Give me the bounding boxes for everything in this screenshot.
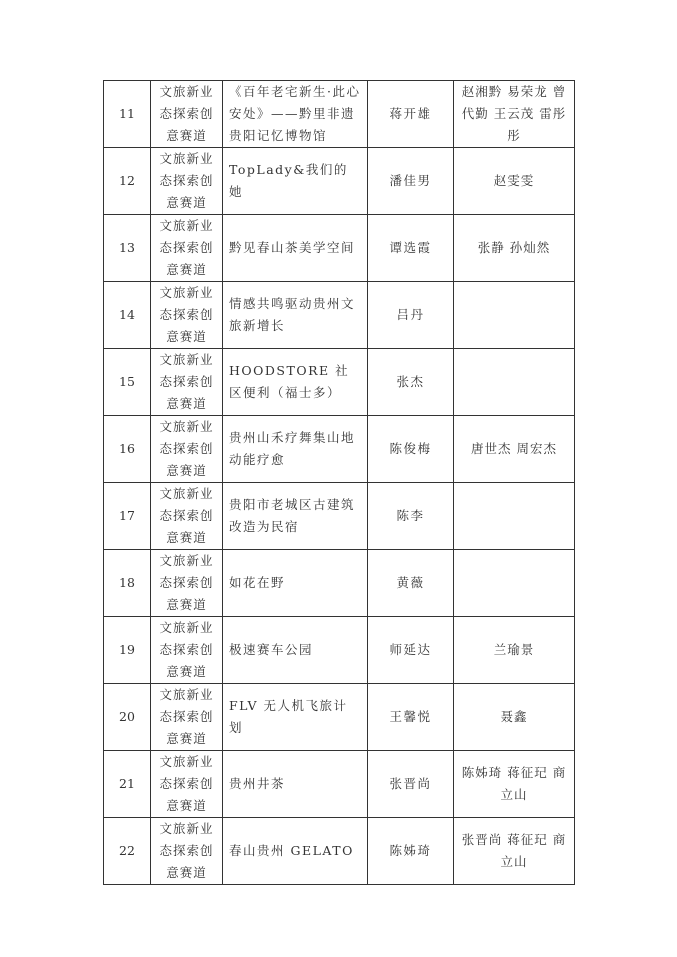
team-leader: 陈姊琦 (368, 818, 454, 885)
row-number: 21 (104, 751, 151, 818)
table-row (104, 483, 575, 550)
project-name: 黔见春山茶美学空间 (223, 215, 368, 282)
track-name: 文旅新业态探索创意赛道 (151, 684, 223, 751)
team-leader: 张杰 (368, 349, 454, 416)
table-row (104, 617, 575, 684)
track-name: 文旅新业态探索创意赛道 (151, 215, 223, 282)
table-row (104, 81, 575, 148)
project-name: 贵州山禾疗舞集山地动能疗愈 (223, 416, 368, 483)
table-row (104, 751, 575, 818)
team-leader: 师延达 (368, 617, 454, 684)
team-members (454, 483, 575, 550)
row-number: 18 (104, 550, 151, 617)
table-row (104, 684, 575, 751)
table-row (104, 416, 575, 483)
row-number: 11 (104, 81, 151, 148)
project-name: FLV 无人机飞旅计划 (223, 684, 368, 751)
project-name: 《百年老宅新生·此心安处》——黔里非遗贵阳记忆博物馆 (223, 81, 368, 148)
track-name: 文旅新业态探索创意赛道 (151, 416, 223, 483)
team-leader: 张晋尚 (368, 751, 454, 818)
project-name: 贵阳市老城区古建筑改造为民宿 (223, 483, 368, 550)
team-members: 赵湘黔 易荣龙 曾代勤 王云茂 雷彤彤 (454, 81, 575, 148)
table-row (104, 818, 575, 885)
track-name: 文旅新业态探索创意赛道 (151, 818, 223, 885)
track-name: 文旅新业态探索创意赛道 (151, 550, 223, 617)
row-number: 14 (104, 282, 151, 349)
row-number: 19 (104, 617, 151, 684)
team-members: 张晋尚 蒋征玘 商立山 (454, 818, 575, 885)
row-number: 20 (104, 684, 151, 751)
team-members (454, 349, 575, 416)
team-members: 陈姊琦 蒋征玘 商立山 (454, 751, 575, 818)
project-name: 极速赛车公园 (223, 617, 368, 684)
track-name: 文旅新业态探索创意赛道 (151, 349, 223, 416)
team-members: 兰瑜景 (454, 617, 575, 684)
track-name: 文旅新业态探索创意赛道 (151, 81, 223, 148)
team-leader: 谭选霞 (368, 215, 454, 282)
table-row (104, 550, 575, 617)
team-leader: 陈李 (368, 483, 454, 550)
row-number: 22 (104, 818, 151, 885)
team-members: 赵雯雯 (454, 148, 575, 215)
table-row (104, 215, 575, 282)
team-leader: 吕丹 (368, 282, 454, 349)
team-members: 聂鑫 (454, 684, 575, 751)
team-leader: 陈俊梅 (368, 416, 454, 483)
row-number: 17 (104, 483, 151, 550)
team-members: 唐世杰 周宏杰 (454, 416, 575, 483)
table-row (104, 282, 575, 349)
team-leader: 黄薇 (368, 550, 454, 617)
track-name: 文旅新业态探索创意赛道 (151, 617, 223, 684)
project-name: 情感共鸣驱动贵州文旅新增长 (223, 282, 368, 349)
table-row (104, 349, 575, 416)
track-name: 文旅新业态探索创意赛道 (151, 751, 223, 818)
project-name: 贵州井茶 (223, 751, 368, 818)
row-number: 13 (104, 215, 151, 282)
table-body (104, 81, 575, 885)
row-number: 12 (104, 148, 151, 215)
project-name: 如花在野 (223, 550, 368, 617)
project-table (103, 80, 575, 885)
team-members (454, 282, 575, 349)
row-number: 15 (104, 349, 151, 416)
project-name: TopLady&我们的她 (223, 148, 368, 215)
team-leader: 王馨悦 (368, 684, 454, 751)
team-members: 张静 孙灿然 (454, 215, 575, 282)
team-leader: 潘佳男 (368, 148, 454, 215)
team-leader: 蒋开雄 (368, 81, 454, 148)
row-number: 16 (104, 416, 151, 483)
project-name: HOODSTORE 社区便利（福士多） (223, 349, 368, 416)
table-row (104, 148, 575, 215)
project-name: 春山贵州 GELATO (223, 818, 368, 885)
track-name: 文旅新业态探索创意赛道 (151, 483, 223, 550)
track-name: 文旅新业态探索创意赛道 (151, 148, 223, 215)
team-members (454, 550, 575, 617)
track-name: 文旅新业态探索创意赛道 (151, 282, 223, 349)
